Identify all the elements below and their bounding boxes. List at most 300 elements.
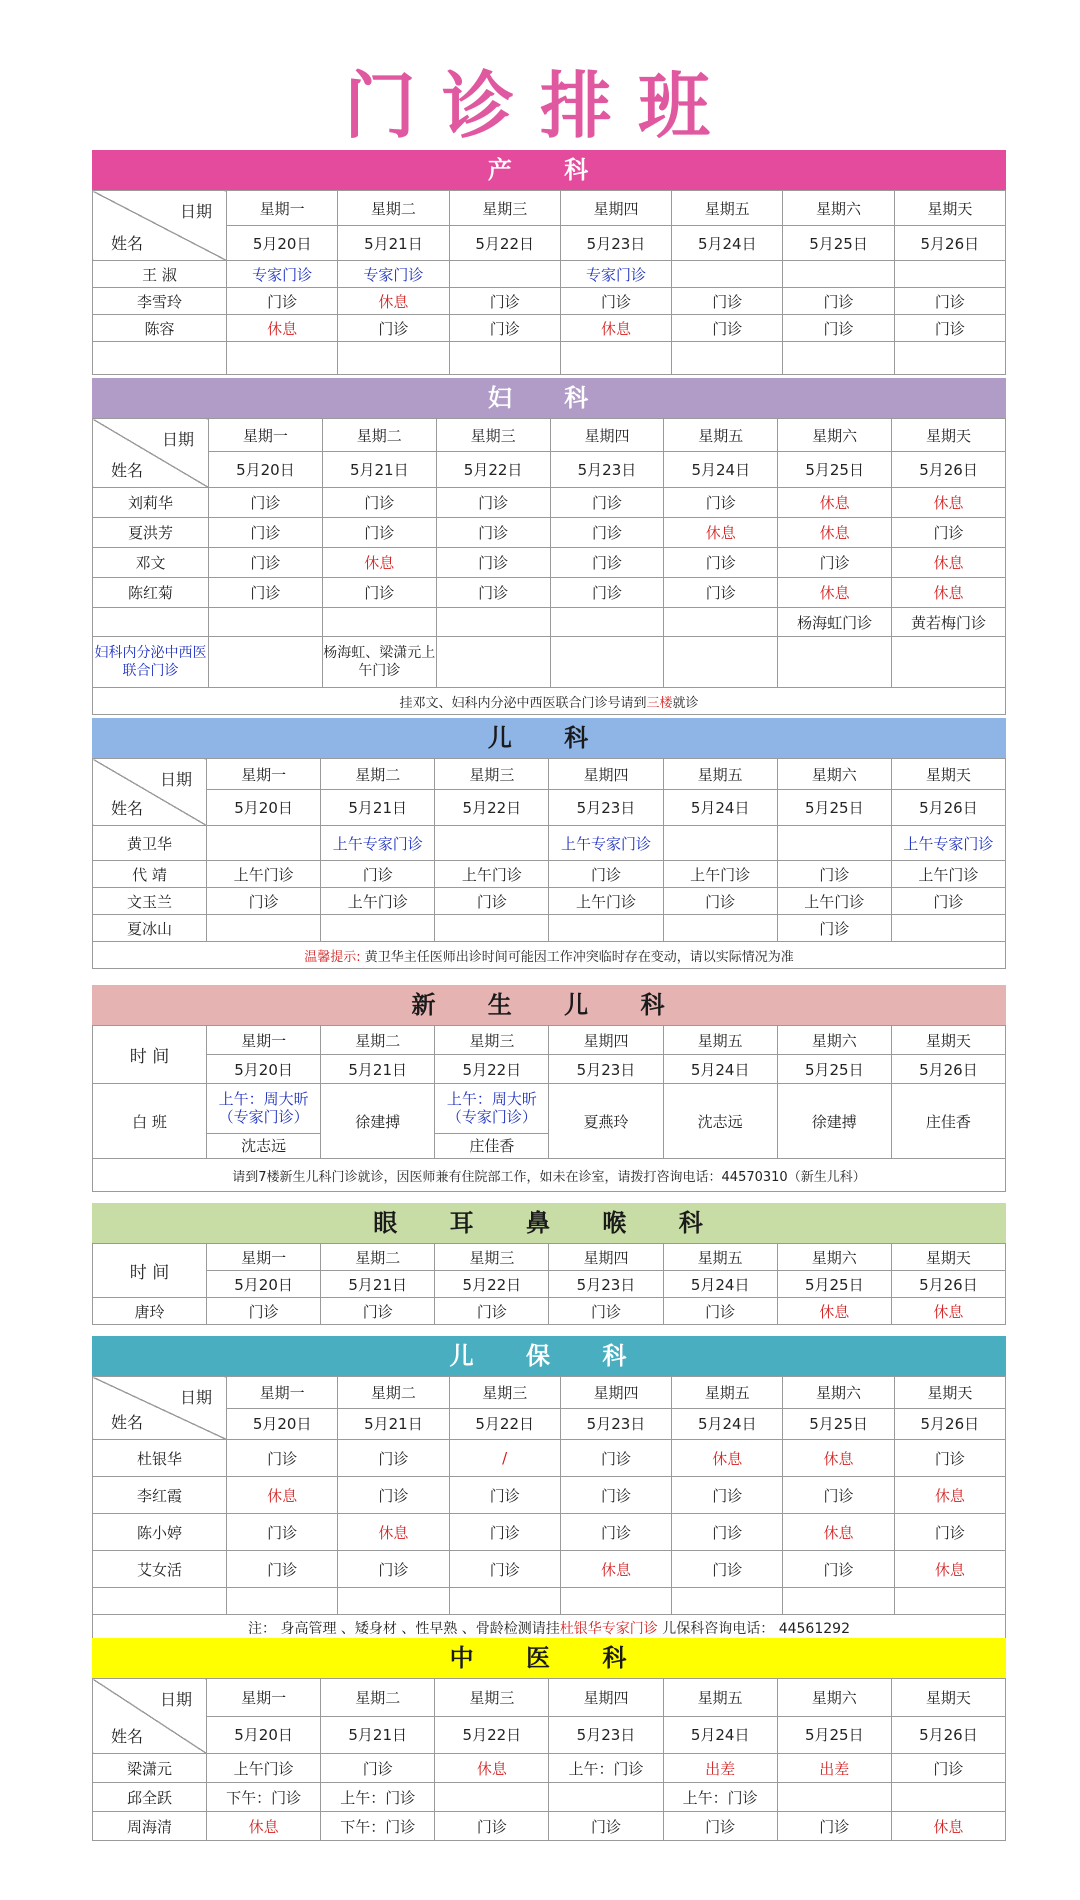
empty-cell [783,342,894,375]
name-label: 姓名 [111,234,144,253]
schedule-cell: 门诊 [207,888,321,915]
section-header: 儿 保 科 [92,1336,1006,1376]
time-label: 时 间 [93,1244,207,1298]
schedule-cell [672,261,783,288]
date-header: 5月20日 [227,226,338,261]
date-header: 5月21日 [321,1055,435,1084]
day-header: 星期天 [891,1679,1005,1717]
doctor-name: 邱全跃 [93,1783,207,1812]
date-header: 5月24日 [663,1271,777,1298]
day-header: 星期二 [321,1679,435,1717]
schedule-cell: 门诊 [436,518,550,548]
name-label: 姓名 [111,461,144,480]
date-header: 5月25日 [777,1055,891,1084]
doctor-name: 陈红菊 [93,578,209,608]
schedule-cell [891,915,1005,942]
note-text: 黄卫华主任医师出诊时间可能因工作冲突临时存在变动，请以实际情况为准 [364,949,794,965]
date-header: 5月21日 [338,226,449,261]
doctor-name: 代 靖 [93,861,207,888]
date-header: 5月25日 [777,1716,891,1754]
table-row [93,861,1006,888]
day-header: 星期五 [663,1026,777,1055]
empty-cell [560,342,671,375]
schedule-cell [777,826,891,861]
schedule-cell: 休息 [777,1298,891,1325]
schedule-cell: 休息 [891,1812,1005,1841]
doctor-name: 王 淑 [93,261,227,288]
schedule-cell: 门诊 [550,488,664,518]
schedule-cell: 门诊 [891,888,1005,915]
section-header: 眼 耳 鼻 喉 科 [92,1203,1006,1243]
schedule-cell: 休息 [894,1551,1005,1588]
schedule-cell: 休息 [560,1551,671,1588]
date-header: 5月26日 [894,1408,1005,1440]
schedule-cell: 专家门诊 [560,261,671,288]
date-header: 5月20日 [207,1055,321,1084]
empty-cell [778,637,892,688]
day-header: 星期四 [560,191,671,226]
day-header: 星期四 [549,1026,663,1055]
empty-cell [664,637,778,688]
schedule-cell: 黄若梅门诊 [892,608,1006,637]
schedule-cell: 沈志远 [663,1084,777,1159]
schedule-cell [435,1084,549,1159]
name-label: 姓名 [111,1413,144,1432]
schedule-cell: 上午门诊 [207,1754,321,1783]
empty-cell [209,637,323,688]
schedule-cell: 门诊 [560,1514,671,1551]
empty-cell [209,608,323,637]
day-header: 星期五 [663,759,777,790]
day-header: 星期五 [672,191,783,226]
section-erke [92,718,1006,969]
table-row [93,518,1006,548]
schedule-cell: 休息 [560,315,671,342]
table-row [93,1514,1006,1551]
day-header: 星期二 [338,1377,449,1409]
note-text: 挂邓文、妇科内分泌中西医联合门诊号请到 [399,695,647,711]
day-header: 星期四 [549,759,663,790]
schedule-cell: 休息 [322,548,436,578]
schedule-cell [891,1783,1005,1812]
schedule-cell: 门诊 [321,861,435,888]
date-header: 5月26日 [892,452,1006,488]
schedule-cell: 门诊 [550,578,664,608]
schedule-cell: 门诊 [560,1440,671,1477]
note-text: 就诊 [672,695,699,711]
date-header: 5月21日 [321,1716,435,1754]
schedule-cell: 门诊 [436,488,550,518]
section-note [93,942,1006,969]
schedule-table [92,1025,1006,1192]
schedule-cell: 门诊 [560,1477,671,1514]
expert-clinic-text: 上午：周大昕（专家门诊） [435,1084,548,1134]
doctor-name: 唐玲 [93,1298,207,1325]
date-header: 5月22日 [435,1055,549,1084]
doctor-name: 邓文 [93,548,209,578]
section-fuke [92,378,1006,715]
date-header: 5月24日 [664,452,778,488]
table-row [93,637,1006,688]
doctor-name: 刘莉华 [93,488,209,518]
empty-cell [449,342,560,375]
table-row [93,1588,1006,1615]
date-header: 5月25日 [783,1408,894,1440]
day-header: 星期三 [449,191,560,226]
day-header: 星期一 [207,759,321,790]
doctor-text: 庄佳香 [469,1137,515,1156]
schedule-cell: 门诊 [892,518,1006,548]
schedule-cell: 门诊 [672,315,783,342]
schedule-table [92,418,1006,715]
schedule-cell [207,826,321,861]
section-header: 儿 科 [92,718,1006,758]
doctor-name: 梁潇元 [93,1754,207,1783]
schedule-cell: 门诊 [436,578,550,608]
schedule-cell [663,826,777,861]
empty-cell [322,608,436,637]
diag-header-cell [93,1679,207,1754]
schedule-cell: 门诊 [549,861,663,888]
day-header: 星期六 [777,1244,891,1271]
table-row [93,915,1006,942]
page-title: 门诊排班 [343,64,736,148]
doctor-name: 周海清 [93,1812,207,1841]
schedule-cell: 徐建搏 [777,1084,891,1159]
schedule-cell: 门诊 [560,288,671,315]
schedule-cell: 门诊 [209,548,323,578]
schedule-cell: 上午专家门诊 [891,826,1005,861]
schedule-cell: 杨海虹门诊 [778,608,892,637]
note-highlight: 杜银华专家门诊 [559,1621,658,1637]
special-clinic-name: 妇科内分泌中西医联合门诊 [93,637,209,688]
empty-cell [672,342,783,375]
schedule-cell: 门诊 [672,288,783,315]
section-erbao [92,1336,1006,1642]
schedule-cell: 门诊 [321,1754,435,1783]
schedule-cell: 门诊 [207,1298,321,1325]
day-header: 星期五 [663,1679,777,1717]
schedule-cell: 上午：门诊 [321,1783,435,1812]
date-label: 日期 [179,202,212,221]
day-header: 星期四 [560,1377,671,1409]
table-row [93,488,1006,518]
schedule-cell: 上午门诊 [663,861,777,888]
day-header: 星期六 [783,191,894,226]
table-row [93,578,1006,608]
schedule-cell [549,915,663,942]
day-header: 星期四 [549,1244,663,1271]
schedule-cell: / [449,1440,560,1477]
schedule-cell: 门诊 [891,1754,1005,1783]
schedule-cell: 门诊 [672,1514,783,1551]
doctor-name: 李红霞 [93,1477,227,1514]
schedule-cell: 门诊 [338,1551,449,1588]
empty-cell [436,608,550,637]
schedule-cell: 门诊 [227,288,338,315]
table-row [93,1477,1006,1514]
day-header: 星期六 [777,1679,891,1717]
empty-cell [227,342,338,375]
schedule-cell [207,1084,321,1159]
schedule-cell: 休息 [338,288,449,315]
table-row [93,608,1006,637]
schedule-cell: 专家门诊 [338,261,449,288]
empty-cell [227,1588,338,1615]
schedule-cell: 上午门诊 [207,861,321,888]
schedule-cell [449,261,560,288]
empty-cell [892,637,1006,688]
date-header: 5月24日 [663,1716,777,1754]
schedule-cell: 门诊 [549,1298,663,1325]
date-header: 5月21日 [338,1408,449,1440]
schedule-cell: 门诊 [783,1477,894,1514]
shift-name: 白 班 [93,1084,207,1159]
day-header: 星期三 [435,1026,549,1055]
expert-clinic-text: 上午：周大昕（专家门诊） [207,1084,320,1134]
schedule-cell: 出差 [663,1754,777,1783]
day-header: 星期二 [338,191,449,226]
note-highlight: 三楼 [646,695,673,711]
schedule-cell [435,1783,549,1812]
doctor-name: 杜银华 [93,1440,227,1477]
schedule-cell: 上午门诊 [891,861,1005,888]
schedule-cell: 门诊 [664,578,778,608]
day-header: 星期三 [435,1244,549,1271]
name-label: 姓名 [111,1727,144,1746]
table-row [93,342,1006,375]
date-label: 日期 [159,1690,192,1709]
schedule-cell [663,915,777,942]
schedule-cell: 门诊 [227,1551,338,1588]
schedule-cell [783,261,894,288]
day-header: 星期天 [891,1244,1005,1271]
schedule-cell [435,915,549,942]
schedule-cell: 门诊 [777,1812,891,1841]
table-row [93,288,1006,315]
schedule-table [92,758,1006,969]
schedule-cell: 上午专家门诊 [321,826,435,861]
note-highlight: 温馨提示: [304,949,361,965]
date-header: 5月22日 [449,226,560,261]
day-header: 星期二 [322,419,436,452]
day-header: 星期天 [894,191,1005,226]
section-zhongyi [92,1638,1006,1841]
empty-cell [338,342,449,375]
date-header: 5月21日 [322,452,436,488]
date-header: 5月20日 [207,1271,321,1298]
day-header: 星期二 [321,1026,435,1055]
schedule-cell: 休息 [778,518,892,548]
schedule-cell [207,915,321,942]
schedule-cell: 门诊 [663,888,777,915]
schedule-cell: 门诊 [338,1440,449,1477]
table-row [93,1084,1006,1159]
empty-cell [338,1588,449,1615]
schedule-cell: 上午门诊 [777,888,891,915]
schedule-cell: 门诊 [435,1298,549,1325]
empty-cell [664,608,778,637]
schedule-cell [777,1783,891,1812]
schedule-cell [321,915,435,942]
diag-header-cell [93,191,227,261]
schedule-cell: 门诊 [322,518,436,548]
schedule-cell: 门诊 [894,288,1005,315]
schedule-cell: 休息 [783,1440,894,1477]
schedule-cell: 休息 [891,1298,1005,1325]
doctor-name: 黄卫华 [93,826,207,861]
schedule-cell: 门诊 [449,288,560,315]
schedule-table [92,1678,1006,1841]
day-header: 星期六 [777,1026,891,1055]
day-header: 星期一 [207,1026,321,1055]
table-row [93,315,1006,342]
day-header: 星期三 [435,759,549,790]
schedule-cell: 休息 [778,578,892,608]
empty-cell [560,1588,671,1615]
date-header: 5月22日 [436,452,550,488]
schedule-cell: 门诊 [663,1812,777,1841]
day-header: 星期一 [227,1377,338,1409]
schedule-cell: 门诊 [209,518,323,548]
day-header: 星期天 [894,1377,1005,1409]
schedule-cell [435,826,549,861]
schedule-cell: 休息 [664,518,778,548]
schedule-cell: 休息 [892,578,1006,608]
schedule-cell: 专家门诊 [227,261,338,288]
table-row [93,1298,1006,1325]
section-note [93,688,1006,715]
empty-cell [894,1588,1005,1615]
day-header: 星期天 [892,419,1006,452]
schedule-cell: 门诊 [435,888,549,915]
date-header: 5月25日 [777,1271,891,1298]
schedule-cell: 休息 [892,488,1006,518]
day-header: 星期天 [891,759,1005,790]
date-header: 5月24日 [663,1055,777,1084]
date-header: 5月25日 [778,452,892,488]
schedule-cell: 门诊 [663,1298,777,1325]
section-header: 中 医 科 [92,1638,1006,1678]
schedule-cell: 庄佳香 [891,1084,1005,1159]
date-label: 日期 [161,430,194,449]
section-ebh [92,1203,1006,1325]
day-header: 星期三 [435,1679,549,1717]
schedule-cell: 门诊 [209,578,323,608]
schedule-cell: 门诊 [322,488,436,518]
schedule-cell: 门诊 [435,1812,549,1841]
day-header: 星期四 [549,1679,663,1717]
day-header: 星期一 [227,191,338,226]
schedule-cell: 上午门诊 [435,861,549,888]
empty-cell [672,1588,783,1615]
schedule-cell: 门诊 [783,1551,894,1588]
schedule-table [92,1376,1006,1642]
schedule-cell: 门诊 [338,1477,449,1514]
section-header: 新 生 儿 科 [92,985,1006,1025]
schedule-cell: 门诊 [227,1514,338,1551]
empty-cell [449,1588,560,1615]
schedule-cell: 徐建搏 [321,1084,435,1159]
schedule-cell: 休息 [783,1514,894,1551]
schedule-cell: 休息 [892,548,1006,578]
schedule-cell [549,1783,663,1812]
schedule-cell: 上午专家门诊 [549,826,663,861]
schedule-cell: 门诊 [449,315,560,342]
doctor-name: 夏洪芳 [93,518,209,548]
date-header: 5月26日 [894,226,1005,261]
table-row [93,1783,1006,1812]
date-header: 5月26日 [891,790,1005,826]
schedule-cell: 下午：门诊 [207,1783,321,1812]
schedule-cell: 门诊 [338,315,449,342]
schedule-cell: 夏燕玲 [549,1084,663,1159]
schedule-cell: 门诊 [550,548,664,578]
schedule-cell: 门诊 [672,1477,783,1514]
date-header: 5月22日 [435,790,549,826]
date-header: 5月26日 [891,1271,1005,1298]
schedule-cell: 门诊 [321,1298,435,1325]
date-header: 5月22日 [449,1408,560,1440]
schedule-cell: 门诊 [894,1440,1005,1477]
diag-header-cell [93,419,209,488]
schedule-cell: 门诊 [672,1551,783,1588]
day-header: 星期五 [664,419,778,452]
day-header: 星期六 [777,759,891,790]
schedule-cell: 休息 [338,1514,449,1551]
schedule-cell: 门诊 [783,315,894,342]
schedule-cell: 休息 [672,1440,783,1477]
table-row [93,1551,1006,1588]
section-chanke [92,150,1006,375]
doctor-name: 夏冰山 [93,915,207,942]
schedule-cell: 上午：门诊 [663,1783,777,1812]
schedule-cell: 休息 [778,488,892,518]
schedule-cell: 休息 [207,1812,321,1841]
table-row [93,1754,1006,1783]
day-header: 星期二 [321,759,435,790]
date-header: 5月20日 [207,790,321,826]
date-header: 5月22日 [435,1716,549,1754]
doctor-name: 李雪玲 [93,288,227,315]
day-header: 星期一 [209,419,323,452]
schedule-cell: 门诊 [549,1812,663,1841]
schedule-table [92,1243,1006,1325]
doctor-text: 沈志远 [241,1137,287,1156]
schedule-cell: 门诊 [777,915,891,942]
section-note: 请到7楼新生儿科门诊就诊，因医师兼有住院部工作，如未在诊室，请拨打咨询电话：44570310（新生儿科） [93,1159,1006,1192]
day-header: 星期六 [778,419,892,452]
schedule-cell: 门诊 [894,1514,1005,1551]
schedule-cell: 下午：门诊 [321,1812,435,1841]
section-header: 产 科 [92,150,1006,190]
name-label: 姓名 [111,799,144,818]
schedule-cell: 门诊 [783,288,894,315]
date-header: 5月23日 [560,1408,671,1440]
empty-cell [436,637,550,688]
doctor-name: 艾女活 [93,1551,227,1588]
date-header: 5月23日 [550,452,664,488]
empty-cell [550,637,664,688]
date-header: 5月20日 [209,452,323,488]
empty-cell [783,1588,894,1615]
day-header: 星期二 [321,1244,435,1271]
schedule-cell [894,261,1005,288]
day-header: 星期四 [550,419,664,452]
date-header: 5月21日 [321,790,435,826]
schedule-cell: 门诊 [664,488,778,518]
doctor-name: 陈容 [93,315,227,342]
